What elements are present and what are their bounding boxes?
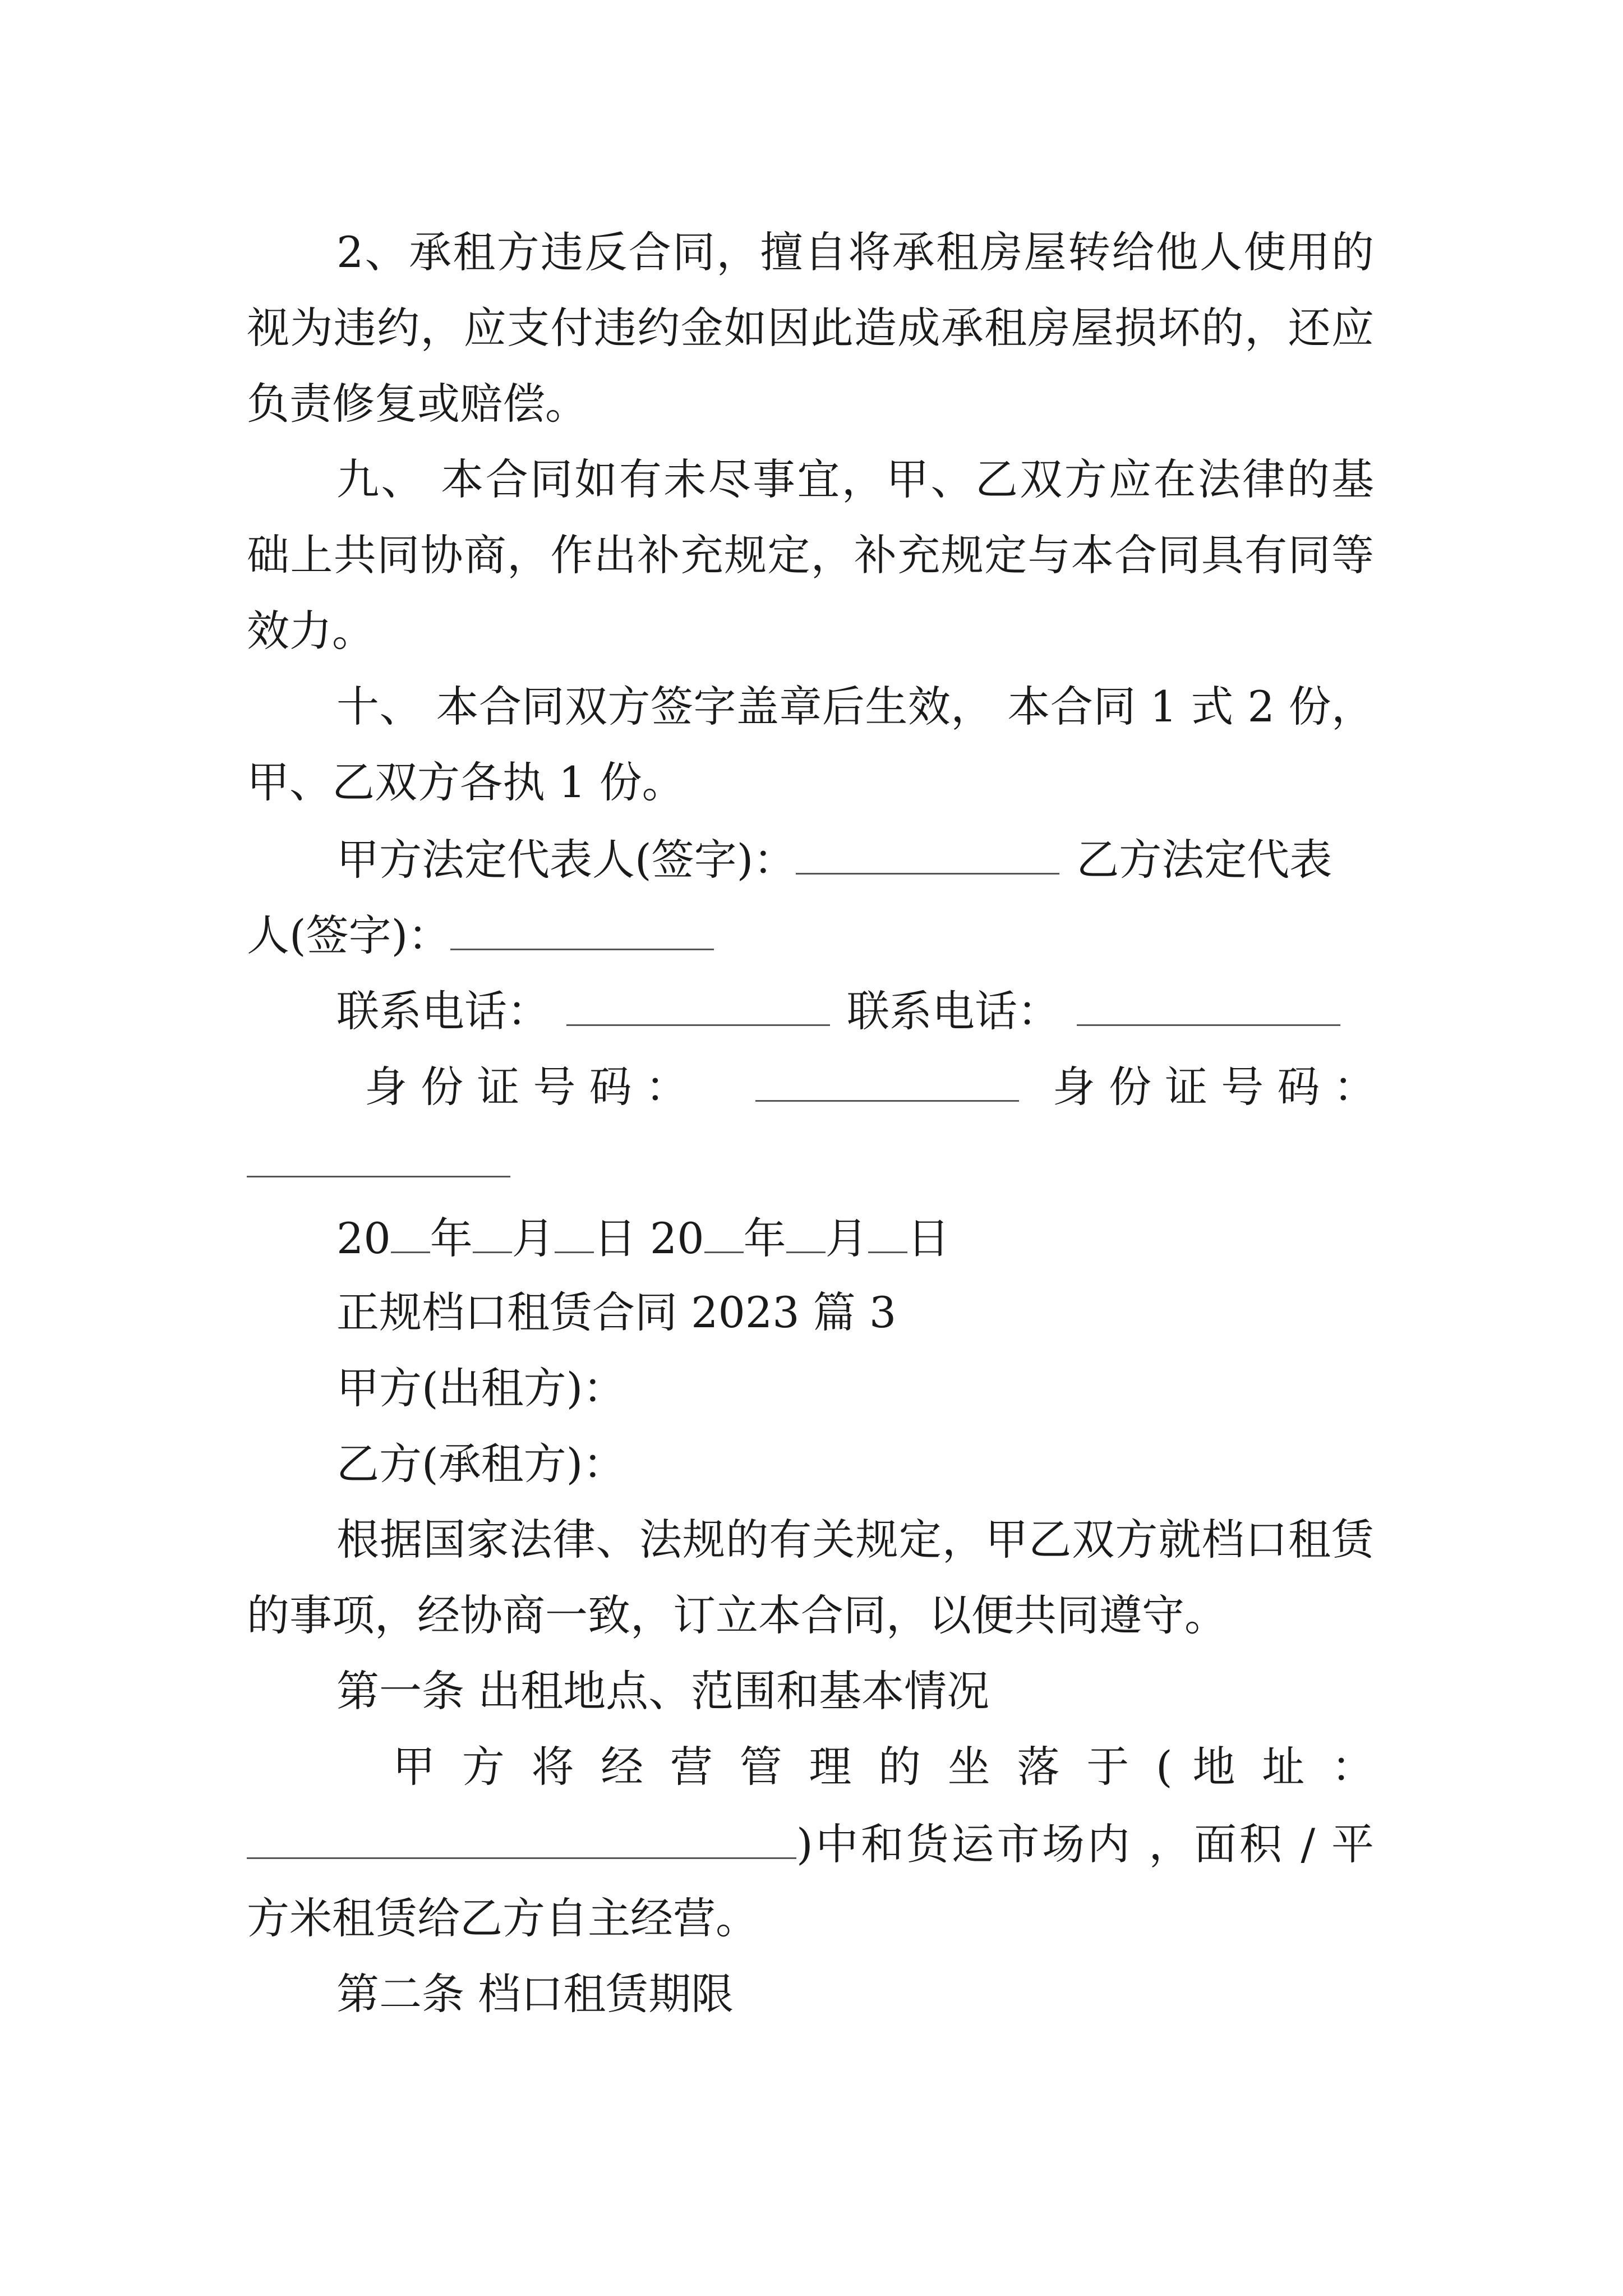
article-two-title: 第二条 档口租赁期限 (336, 1969, 734, 2019)
phone-label-a: 联系电话： (336, 986, 550, 1036)
date-blank (555, 1209, 594, 1253)
date-blank (473, 1209, 512, 1253)
signature-label-continued: 人(签字)： (247, 910, 451, 960)
text-line: 负责修复或赔偿。 (247, 379, 588, 429)
address-blank (247, 1815, 796, 1859)
signature-line-a (336, 830, 1374, 886)
clause-nine: 九、 本合同如有未尽事宜，甲、乙双方应在法律的基 (336, 454, 1374, 504)
date-month-label: 月 (511, 1213, 555, 1263)
date-blank (704, 1209, 744, 1253)
date-year-prefix: 20 (336, 1213, 391, 1263)
signature-blank-a (796, 830, 1059, 875)
date-blank (391, 1209, 430, 1253)
id-line (365, 1057, 1402, 1114)
text-line: 甲 方 将 经 营 管 理 的 坐 落 于 ( 地 址 ： (393, 1742, 1374, 1792)
id-blank-b (247, 1133, 510, 1177)
party-b-label: 乙方(承租方)： (336, 1439, 626, 1489)
article-one-title: 第一条 出租地点、范围和基本情况 (336, 1666, 990, 1716)
id-label-a: 身 份 证 号 码 ： (365, 1062, 688, 1112)
date-day-label: 日 (593, 1213, 637, 1263)
text-line: 效力。 (247, 606, 375, 656)
text-line: 2、承租方违反合同，擅自将承租房屋转给他人使用的 (336, 227, 1374, 277)
id-label-b: 身 份 证 号 码 ： (1052, 1062, 1376, 1112)
date-month-label: 月 (825, 1213, 868, 1263)
date-line (336, 1209, 1374, 1265)
id-blank-a (755, 1057, 1019, 1102)
phone-label-b: 联系电话： (847, 986, 1060, 1036)
signature-blank-b (450, 906, 714, 950)
date-day-label: 日 (907, 1213, 950, 1263)
phone-blank-b (1077, 982, 1340, 1026)
section-heading: 正规档口租赁合同 2023 篇 3 (336, 1287, 897, 1337)
clause-ten: 十、 本合同双方签字盖章后生效， 本合同 1 式 2 份， (336, 682, 1374, 731)
date-blank (868, 1209, 907, 1253)
party-a-representative-label: 甲方法定代表人(签字)： (336, 835, 796, 885)
address-line (247, 1815, 1374, 1871)
text-line: 方米租赁给乙方自主经营。 (247, 1893, 758, 1943)
text-line: )中和货运市场内 ，面积 / 平 (796, 1819, 1374, 1869)
phone-line (336, 982, 1374, 1038)
date-year-label: 年 (743, 1213, 786, 1263)
party-a-label: 甲方(出租方)： (336, 1363, 626, 1413)
date-year-prefix: 20 (649, 1213, 704, 1263)
text-line: 甲、乙双方各执 1 份。 (247, 757, 685, 807)
date-year-label: 年 (430, 1213, 473, 1263)
text-line: 视为违约，应支付违约金如因此造成承租房屋损坏的，还应 (247, 303, 1374, 353)
date-blank (786, 1209, 826, 1253)
party-b-representative-label: 乙方法定代表 (1076, 835, 1332, 885)
signature-line-b (247, 906, 1374, 962)
text-line: 础上共同协商，作出补充规定，补充规定与本合同具有同等 (247, 530, 1374, 580)
text-line: 根据国家法律、法规的有关规定，甲乙双方就档口租赁 (336, 1515, 1374, 1565)
text-line: 的事项，经协商一致，订立本合同，以便共同遵守。 (247, 1590, 1227, 1640)
phone-blank-a (566, 982, 830, 1026)
id-blank-line (247, 1133, 1374, 1189)
